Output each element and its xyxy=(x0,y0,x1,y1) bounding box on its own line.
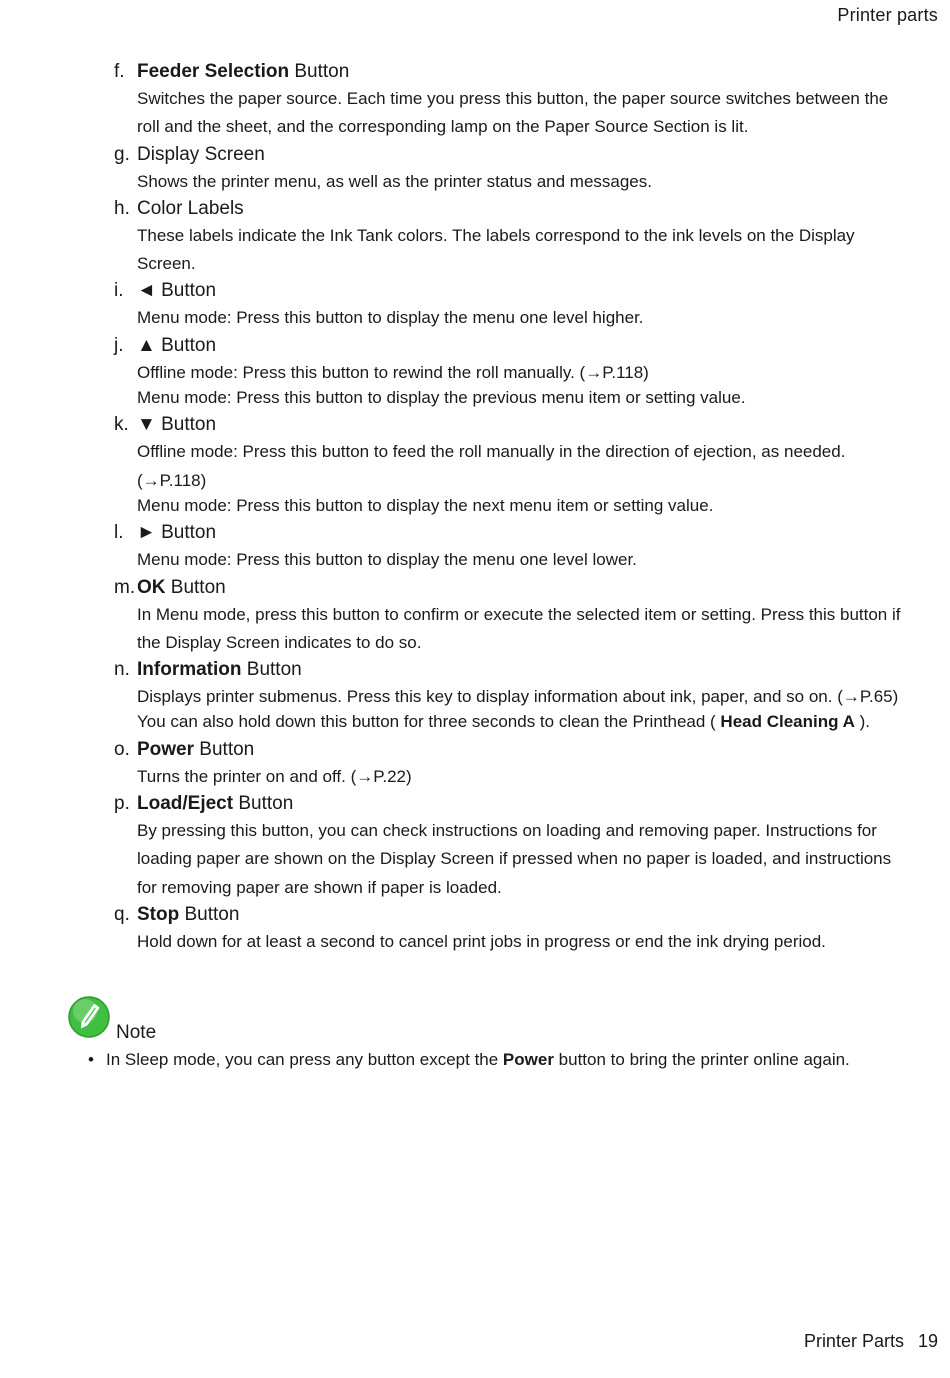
item-description: Switches the paper source. Each time you press this button, the paper source switches between the roll and the sheet, and the corresponding lamp on the Paper Source Section is lit. xyxy=(137,89,889,137)
item-letter: l. xyxy=(114,522,124,544)
item-title: Information Button xyxy=(137,659,302,681)
list-item xyxy=(114,278,904,332)
item-title: Display Screen xyxy=(137,143,265,165)
item-title: Stop Button xyxy=(137,903,240,925)
item-letter: m. xyxy=(114,576,136,598)
item-letter: n. xyxy=(114,659,130,681)
footer-section: Printer Parts xyxy=(803,1331,904,1351)
running-header: Printer parts xyxy=(837,5,938,25)
item-letter: q. xyxy=(114,903,130,925)
list-item xyxy=(114,902,904,956)
list-item xyxy=(114,412,904,520)
item-letter: i. xyxy=(114,280,124,302)
item-letter: f. xyxy=(114,61,125,82)
item-description: Displays printer submenus. Press this key to display information about ink, paper, and so on. (→P.65) You can also hold down this button for three seconds to clean the Printhead ( Head Cleaning A ). xyxy=(137,683,904,737)
item-letter: o. xyxy=(114,738,130,760)
list-item xyxy=(114,59,904,142)
list-item xyxy=(114,520,904,574)
item-title: Power Button xyxy=(137,738,255,760)
item-title: ► Button xyxy=(137,522,217,544)
item-description: Menu mode: Press this button to display the menu one level higher. xyxy=(137,308,644,328)
item-title: OK Button xyxy=(137,576,226,598)
button-description-list xyxy=(114,59,904,956)
item-description: These labels indicate the Ink Tank colors. The labels correspond to the ink levels on the Display Screen. xyxy=(137,225,855,274)
item-description: In Menu mode, press this button to confirm or execute the selected item or setting. Press this button if the Display Screen indicates to do so. xyxy=(137,604,901,652)
page-number: 19 xyxy=(917,1331,938,1351)
list-item xyxy=(114,196,904,279)
list-item xyxy=(114,791,904,902)
item-title: Color Labels xyxy=(137,197,244,219)
item-description: Shows the printer menu, as well as the printer status and messages. xyxy=(137,171,652,191)
item-letter: g. xyxy=(114,143,130,165)
item-letter: h. xyxy=(114,197,130,219)
item-letter: j. xyxy=(114,334,124,356)
item-letter: k. xyxy=(114,414,129,436)
list-item xyxy=(114,657,904,737)
list-item xyxy=(114,575,904,658)
item-description: By pressing this button, you can check instructions on loading and removing paper. Instructions for loading paper are shown on the Display Screen if pressed when no paper is loaded, and instructions for removing paper are shown if paper is loaded. xyxy=(137,821,892,897)
head-cleaning-note: You can also hold down this button for three seconds to clean the Printhead ( Head Cleaning A ). xyxy=(137,712,870,732)
item-description: Turns the printer on and off. (→P.22) xyxy=(137,766,412,786)
item-title: Feeder Selection Button xyxy=(137,61,350,82)
item-description: Hold down for at least a second to cancel print jobs in progress or end the ink drying period. xyxy=(137,931,826,951)
list-item xyxy=(114,142,904,196)
pencil-note-icon xyxy=(68,996,110,1038)
item-title: ▲ Button xyxy=(137,334,217,356)
note-title: Note xyxy=(116,1022,157,1043)
item-title: Load/Eject Button xyxy=(137,793,294,815)
list-item xyxy=(114,333,904,413)
page-footer xyxy=(804,1331,938,1352)
item-description: Menu mode: Press this button to display the menu one level lower. xyxy=(137,550,637,570)
item-title: ▼ Button xyxy=(137,414,217,436)
item-description: Offline mode: Press this button to rewind the roll manually. (→P.118) Menu mode: Press this button to display the previous menu item or setting value. xyxy=(137,362,746,408)
item-letter: p. xyxy=(114,793,130,815)
item-title: ◄ Button xyxy=(137,280,217,302)
note-bullet-item: • In Sleep mode, you can press any button except the Power button to bring the printer online again. xyxy=(88,1050,850,1069)
list-item xyxy=(114,737,904,791)
item-description: Offline mode: Press this button to feed the roll manually in the direction of ejection, as needed. (→P.118) Menu mode: Press this button to display the next menu item or setting value. xyxy=(137,442,846,515)
